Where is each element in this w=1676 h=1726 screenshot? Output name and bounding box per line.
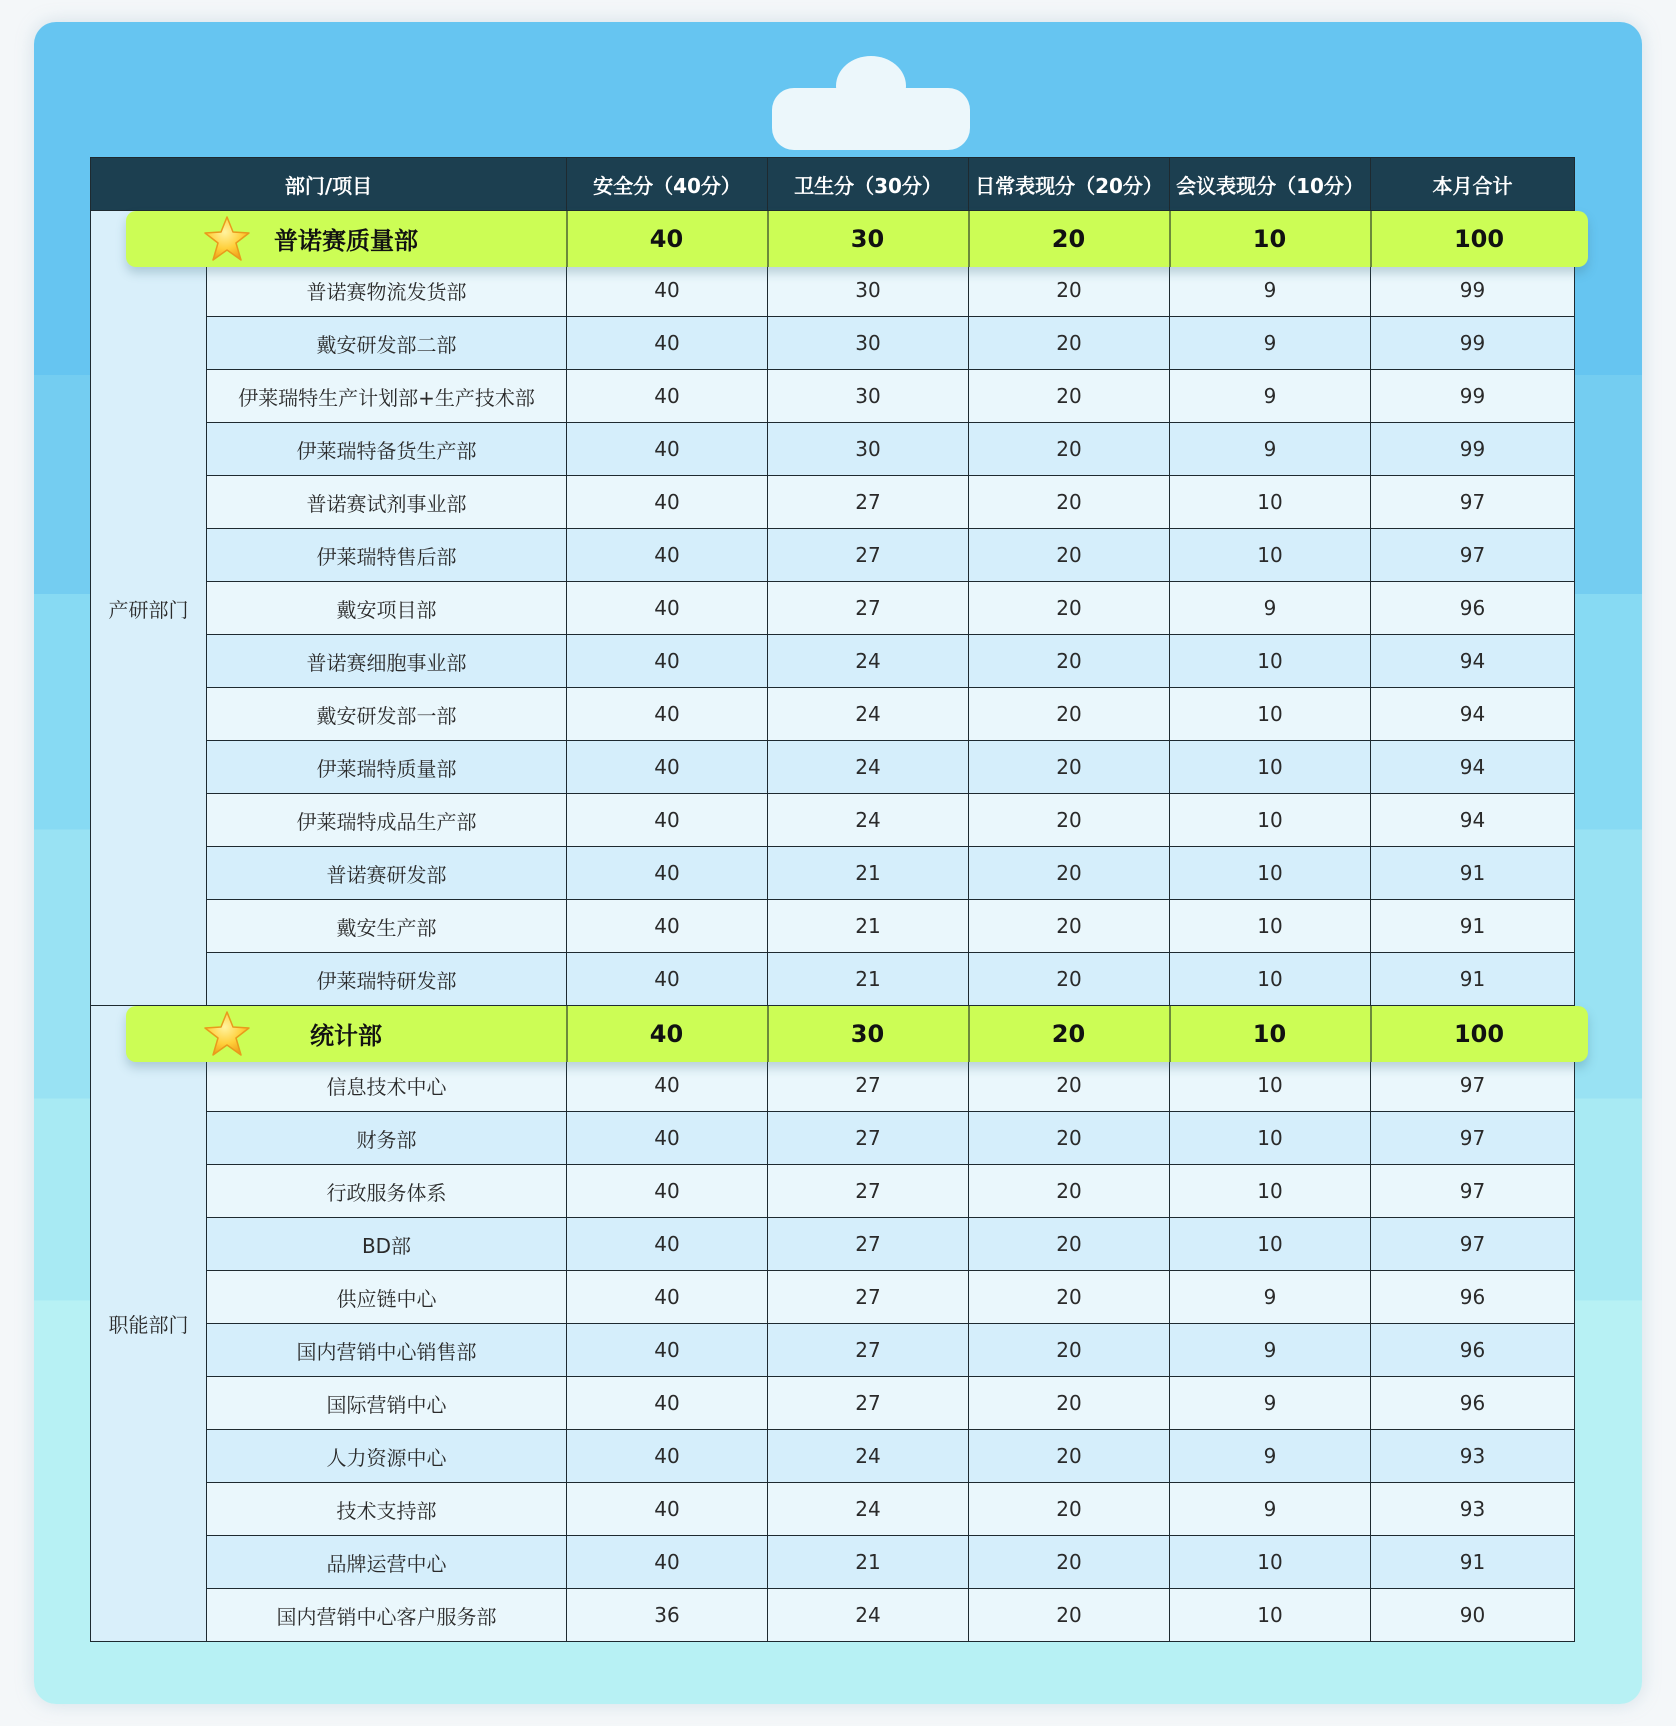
table-row bbox=[91, 476, 1575, 529]
table-row bbox=[91, 1324, 1575, 1377]
meeting-cell: 10 bbox=[1170, 529, 1371, 582]
table-row bbox=[91, 794, 1575, 847]
meeting-cell: 9 bbox=[1170, 1483, 1371, 1536]
total-cell: 99 bbox=[1371, 264, 1575, 317]
table-row bbox=[91, 847, 1575, 900]
daily-cell: 20 bbox=[969, 476, 1170, 529]
meeting-cell: 9 bbox=[1170, 317, 1371, 370]
daily-cell: 20 bbox=[969, 423, 1170, 476]
meeting-cell: 10 bbox=[1170, 953, 1371, 1006]
total-cell: 93 bbox=[1371, 1430, 1575, 1483]
star-icon bbox=[202, 215, 252, 263]
hygiene-cell: 21 bbox=[768, 900, 969, 953]
hygiene-cell: 27 bbox=[768, 1059, 969, 1112]
top-total-cell: 100 bbox=[1453, 224, 1505, 253]
total-cell: 94 bbox=[1371, 635, 1575, 688]
total-cell: 96 bbox=[1371, 1271, 1575, 1324]
daily-cell: 20 bbox=[969, 529, 1170, 582]
top-dept-cell: 普诺赛质量部 bbox=[274, 227, 418, 255]
daily-cell: 20 bbox=[969, 635, 1170, 688]
table-row bbox=[91, 1112, 1575, 1165]
hygiene-cell: 27 bbox=[768, 1271, 969, 1324]
total-cell: 99 bbox=[1371, 423, 1575, 476]
meeting-cell: 10 bbox=[1170, 635, 1371, 688]
meeting-cell: 10 bbox=[1170, 1589, 1371, 1642]
daily-cell: 20 bbox=[969, 1536, 1170, 1589]
hygiene-cell: 27 bbox=[768, 1112, 969, 1165]
meeting-cell: 9 bbox=[1170, 370, 1371, 423]
meeting-cell: 10 bbox=[1170, 1536, 1371, 1589]
table-row bbox=[91, 688, 1575, 741]
meeting-cell: 10 bbox=[1170, 794, 1371, 847]
dept-cell: 国内营销中心销售部 bbox=[207, 1324, 567, 1377]
daily-cell: 20 bbox=[969, 264, 1170, 317]
meeting-cell: 9 bbox=[1170, 1271, 1371, 1324]
safety-cell: 40 bbox=[567, 1271, 768, 1324]
daily-cell: 20 bbox=[969, 370, 1170, 423]
safety-cell: 40 bbox=[567, 900, 768, 953]
meeting-cell: 10 bbox=[1170, 476, 1371, 529]
hygiene-cell: 27 bbox=[768, 476, 969, 529]
hygiene-cell: 27 bbox=[768, 1377, 969, 1430]
daily-cell: 20 bbox=[969, 582, 1170, 635]
total-cell: 94 bbox=[1371, 741, 1575, 794]
total-cell: 91 bbox=[1371, 953, 1575, 1006]
safety-cell: 40 bbox=[567, 529, 768, 582]
header-meeting: 会议表现分（10分） bbox=[1170, 158, 1371, 211]
total-cell: 96 bbox=[1371, 1324, 1575, 1377]
dept-cell: 伊莱瑞特质量部 bbox=[207, 741, 567, 794]
hygiene-cell: 30 bbox=[768, 317, 969, 370]
total-cell: 96 bbox=[1371, 582, 1575, 635]
total-cell: 91 bbox=[1371, 847, 1575, 900]
safety-cell: 40 bbox=[567, 1377, 768, 1430]
dept-cell: 戴安研发部二部 bbox=[207, 317, 567, 370]
meeting-cell: 10 bbox=[1170, 1165, 1371, 1218]
table-row bbox=[91, 900, 1575, 953]
safety-cell: 40 bbox=[567, 1059, 768, 1112]
hygiene-cell: 27 bbox=[768, 1324, 969, 1377]
safety-cell: 40 bbox=[567, 582, 768, 635]
hygiene-cell: 24 bbox=[768, 635, 969, 688]
meeting-cell: 9 bbox=[1170, 582, 1371, 635]
daily-cell: 20 bbox=[969, 847, 1170, 900]
daily-cell: 20 bbox=[969, 688, 1170, 741]
top-daily-cell: 20 bbox=[1051, 1019, 1086, 1048]
header-safety: 安全分（40分） bbox=[567, 158, 768, 211]
top-rank-row bbox=[126, 1006, 1588, 1062]
total-cell: 97 bbox=[1371, 1218, 1575, 1271]
total-cell: 97 bbox=[1371, 1165, 1575, 1218]
safety-cell: 40 bbox=[567, 1218, 768, 1271]
hygiene-cell: 21 bbox=[768, 1536, 969, 1589]
hygiene-cell: 30 bbox=[768, 264, 969, 317]
top-meeting-cell: 10 bbox=[1252, 224, 1287, 253]
meeting-cell: 10 bbox=[1170, 1218, 1371, 1271]
total-cell: 94 bbox=[1371, 688, 1575, 741]
hygiene-cell: 24 bbox=[768, 741, 969, 794]
top-safety-cell: 40 bbox=[649, 1019, 684, 1048]
hygiene-cell: 21 bbox=[768, 847, 969, 900]
safety-cell: 40 bbox=[567, 635, 768, 688]
dept-cell: 伊莱瑞特成品生产部 bbox=[207, 794, 567, 847]
table-row bbox=[91, 1271, 1575, 1324]
total-cell: 96 bbox=[1371, 1377, 1575, 1430]
top-hygiene-cell: 30 bbox=[850, 224, 885, 253]
dept-cell: 技术支持部 bbox=[207, 1483, 567, 1536]
dept-cell: 行政服务体系 bbox=[207, 1165, 567, 1218]
daily-cell: 20 bbox=[969, 1324, 1170, 1377]
star-icon bbox=[202, 1010, 252, 1058]
meeting-cell: 9 bbox=[1170, 264, 1371, 317]
top-hygiene-cell: 30 bbox=[850, 1019, 885, 1048]
group-label: 职能部门 bbox=[91, 1006, 207, 1642]
safety-cell: 40 bbox=[567, 794, 768, 847]
daily-cell: 20 bbox=[969, 317, 1170, 370]
table-row bbox=[91, 1589, 1575, 1642]
dept-cell: 伊莱瑞特备货生产部 bbox=[207, 423, 567, 476]
top-daily-cell: 20 bbox=[1051, 224, 1086, 253]
group-label: 产研部门 bbox=[91, 211, 207, 1006]
daily-cell: 20 bbox=[969, 1165, 1170, 1218]
meeting-cell: 9 bbox=[1170, 1377, 1371, 1430]
dept-cell: 戴安项目部 bbox=[207, 582, 567, 635]
total-cell: 97 bbox=[1371, 476, 1575, 529]
safety-cell: 40 bbox=[567, 1112, 768, 1165]
table-row bbox=[91, 1536, 1575, 1589]
dept-cell: 财务部 bbox=[207, 1112, 567, 1165]
dept-cell: 普诺赛物流发货部 bbox=[207, 264, 567, 317]
table-row bbox=[91, 1218, 1575, 1271]
dept-cell: 国际营销中心 bbox=[207, 1377, 567, 1430]
hygiene-cell: 21 bbox=[768, 953, 969, 1006]
table-row bbox=[91, 1377, 1575, 1430]
table-row bbox=[91, 635, 1575, 688]
dept-cell: 伊莱瑞特生产计划部+生产技术部 bbox=[207, 370, 567, 423]
hygiene-cell: 27 bbox=[768, 529, 969, 582]
safety-cell: 40 bbox=[567, 1483, 768, 1536]
daily-cell: 20 bbox=[969, 741, 1170, 794]
dept-cell: 普诺赛试剂事业部 bbox=[207, 476, 567, 529]
safety-cell: 36 bbox=[567, 1589, 768, 1642]
dept-cell: 普诺赛细胞事业部 bbox=[207, 635, 567, 688]
safety-cell: 40 bbox=[567, 1536, 768, 1589]
dept-cell: 国内营销中心客户服务部 bbox=[207, 1589, 567, 1642]
header-dept: 部门/项目 bbox=[91, 158, 567, 211]
total-cell: 93 bbox=[1371, 1483, 1575, 1536]
dept-cell: 人力资源中心 bbox=[207, 1430, 567, 1483]
total-cell: 99 bbox=[1371, 317, 1575, 370]
total-cell: 97 bbox=[1371, 529, 1575, 582]
daily-cell: 20 bbox=[969, 1059, 1170, 1112]
hygiene-cell: 24 bbox=[768, 1430, 969, 1483]
hygiene-cell: 27 bbox=[768, 1218, 969, 1271]
safety-cell: 40 bbox=[567, 1430, 768, 1483]
daily-cell: 20 bbox=[969, 1112, 1170, 1165]
hygiene-cell: 27 bbox=[768, 582, 969, 635]
safety-cell: 40 bbox=[567, 370, 768, 423]
top-safety-cell: 40 bbox=[649, 224, 684, 253]
safety-cell: 40 bbox=[567, 476, 768, 529]
meeting-cell: 10 bbox=[1170, 688, 1371, 741]
hygiene-cell: 27 bbox=[768, 1165, 969, 1218]
table-row bbox=[91, 1059, 1575, 1112]
safety-cell: 40 bbox=[567, 423, 768, 476]
top-total-cell: 100 bbox=[1453, 1019, 1505, 1048]
safety-cell: 40 bbox=[567, 1165, 768, 1218]
total-cell: 97 bbox=[1371, 1112, 1575, 1165]
daily-cell: 20 bbox=[969, 1271, 1170, 1324]
table-row bbox=[91, 423, 1575, 476]
meeting-cell: 10 bbox=[1170, 1059, 1371, 1112]
dept-cell: 信息技术中心 bbox=[207, 1059, 567, 1112]
table-row bbox=[91, 370, 1575, 423]
daily-cell: 20 bbox=[969, 900, 1170, 953]
total-cell: 91 bbox=[1371, 1536, 1575, 1589]
top-rank-row bbox=[126, 211, 1588, 267]
dept-cell: BD部 bbox=[207, 1218, 567, 1271]
score-table bbox=[90, 157, 1575, 1642]
hygiene-cell: 30 bbox=[768, 423, 969, 476]
daily-cell: 20 bbox=[969, 794, 1170, 847]
header-daily: 日常表现分（20分） bbox=[969, 158, 1170, 211]
top-meeting-cell: 10 bbox=[1252, 1019, 1287, 1048]
meeting-cell: 9 bbox=[1170, 1430, 1371, 1483]
dept-cell: 伊莱瑞特研发部 bbox=[207, 953, 567, 1006]
table-row bbox=[91, 1165, 1575, 1218]
meeting-cell: 10 bbox=[1170, 741, 1371, 794]
header-hygiene: 卫生分（30分） bbox=[768, 158, 969, 211]
dept-cell: 伊莱瑞特售后部 bbox=[207, 529, 567, 582]
top-dept-cell: 统计部 bbox=[310, 1022, 382, 1050]
safety-cell: 40 bbox=[567, 1324, 768, 1377]
safety-cell: 40 bbox=[567, 741, 768, 794]
daily-cell: 20 bbox=[969, 1589, 1170, 1642]
dept-cell: 供应链中心 bbox=[207, 1271, 567, 1324]
total-cell: 97 bbox=[1371, 1059, 1575, 1112]
table-row bbox=[91, 1430, 1575, 1483]
hygiene-cell: 24 bbox=[768, 1483, 969, 1536]
table-row bbox=[91, 317, 1575, 370]
safety-cell: 40 bbox=[567, 264, 768, 317]
daily-cell: 20 bbox=[969, 1218, 1170, 1271]
total-cell: 99 bbox=[1371, 370, 1575, 423]
table-row bbox=[91, 953, 1575, 1006]
meeting-cell: 10 bbox=[1170, 1112, 1371, 1165]
meeting-cell: 10 bbox=[1170, 847, 1371, 900]
daily-cell: 20 bbox=[969, 953, 1170, 1006]
total-cell: 91 bbox=[1371, 900, 1575, 953]
header-total: 本月合计 bbox=[1371, 158, 1575, 211]
daily-cell: 20 bbox=[969, 1377, 1170, 1430]
daily-cell: 20 bbox=[969, 1430, 1170, 1483]
table-header-row bbox=[91, 158, 1575, 211]
table-row bbox=[91, 741, 1575, 794]
hygiene-cell: 24 bbox=[768, 1589, 969, 1642]
dept-cell: 戴安生产部 bbox=[207, 900, 567, 953]
total-cell: 90 bbox=[1371, 1589, 1575, 1642]
safety-cell: 40 bbox=[567, 317, 768, 370]
hygiene-cell: 24 bbox=[768, 688, 969, 741]
table-row bbox=[91, 1483, 1575, 1536]
dept-cell: 戴安研发部一部 bbox=[207, 688, 567, 741]
daily-cell: 20 bbox=[969, 1483, 1170, 1536]
meeting-cell: 10 bbox=[1170, 900, 1371, 953]
table-row bbox=[91, 582, 1575, 635]
hygiene-cell: 30 bbox=[768, 370, 969, 423]
table-row bbox=[91, 529, 1575, 582]
safety-cell: 40 bbox=[567, 688, 768, 741]
safety-cell: 40 bbox=[567, 953, 768, 1006]
safety-cell: 40 bbox=[567, 847, 768, 900]
meeting-cell: 9 bbox=[1170, 423, 1371, 476]
dept-cell: 品牌运营中心 bbox=[207, 1536, 567, 1589]
total-cell: 94 bbox=[1371, 794, 1575, 847]
dept-cell: 普诺赛研发部 bbox=[207, 847, 567, 900]
meeting-cell: 9 bbox=[1170, 1324, 1371, 1377]
hygiene-cell: 24 bbox=[768, 794, 969, 847]
table-row bbox=[91, 264, 1575, 317]
